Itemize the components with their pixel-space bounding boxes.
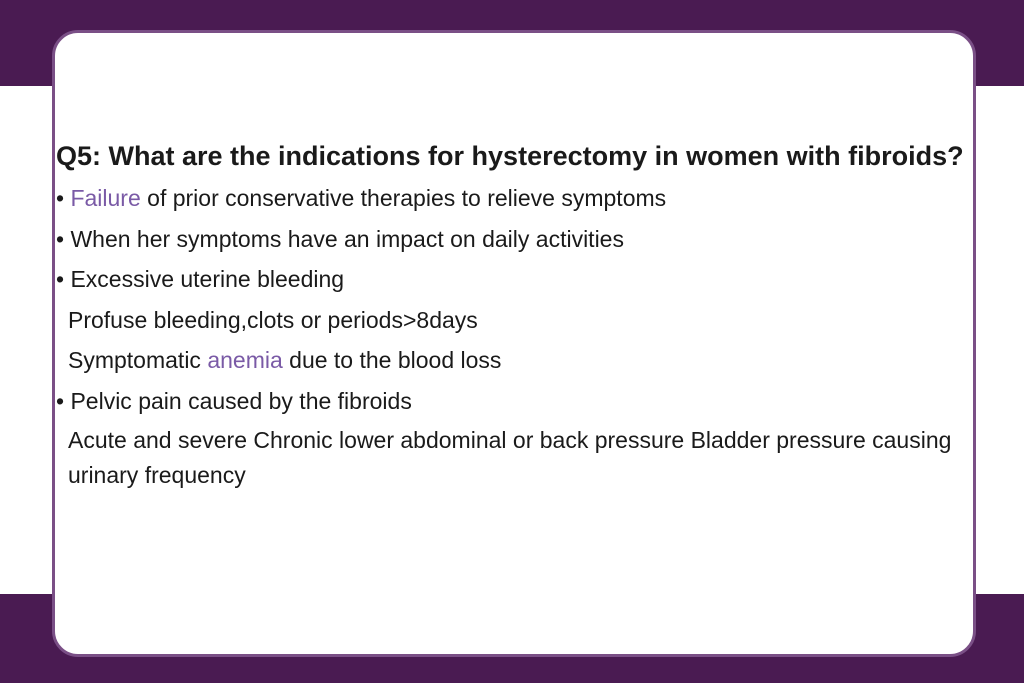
sub-item-anemia [56,340,976,381]
accent-word-anemia: anemia [207,347,283,373]
bullet-icon: • [56,266,65,292]
sub-text: Symptomatic [68,347,208,373]
bullet-icon: • [56,387,65,414]
sub-item-profuse-bleeding: Profuse bleeding,clots or periods>8days [68,306,478,333]
sub-item-pressure-symptoms: Acute and severe Chronic lower abdominal or back pressure Bladder pressure causing urinary frequency [68,427,952,488]
bullet-icon: • [56,225,65,252]
bullet-item-failure [56,178,976,219]
bullet-item-uterine-bleeding [56,259,976,300]
slide-content [56,138,976,493]
bullet-icon: • [56,185,65,211]
bullet-item-daily-activities [56,219,976,260]
bullet-text: of prior conservative therapies to relieve symptoms [140,185,667,211]
accent-word-failure: Failure [70,185,141,211]
sub-text: due to the blood loss [282,347,502,373]
bullet-item-pelvic-pain [56,381,976,422]
bullet-text: Pelvic pain caused by the fibroids [70,387,412,414]
bullet-text: When her symptoms have an impact on daily activities [70,225,624,252]
bullet-text: Excessive uterine bleeding [70,266,345,292]
slide-title: Q5: What are the indications for hysterectomy in women with fibroids? [56,141,964,171]
